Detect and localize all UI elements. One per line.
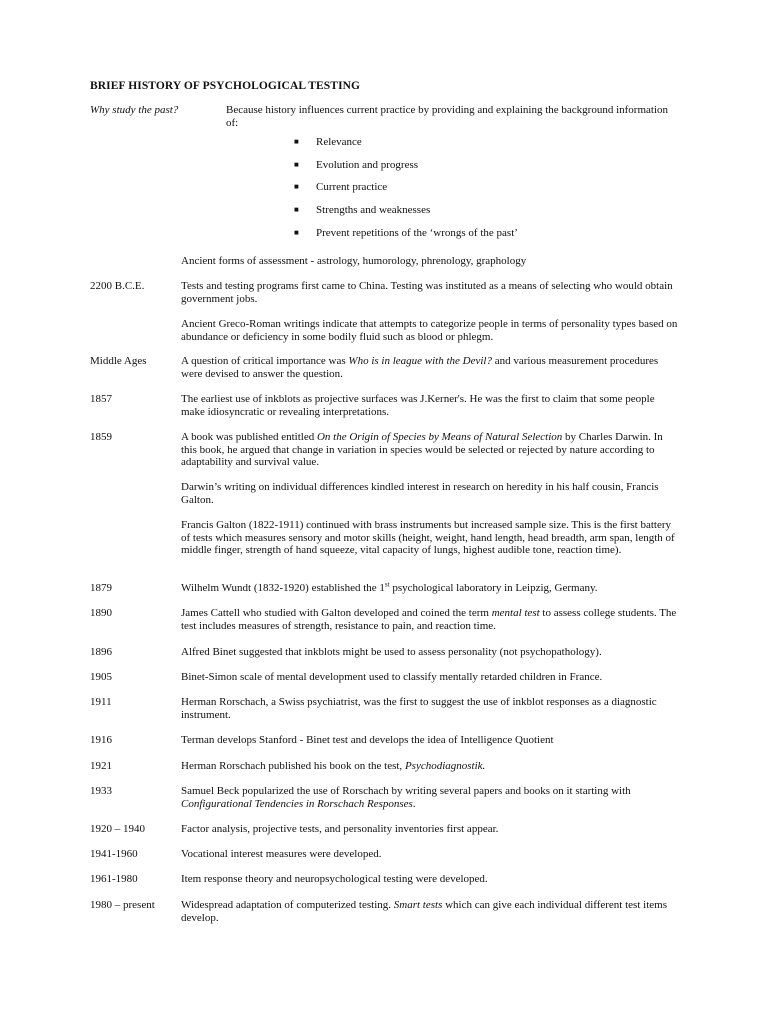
list-item-label: Evolution and progress [316, 158, 419, 171]
text-run: Item response theory and neuropsychological testing were developed. [181, 873, 488, 885]
text-run: Factor analysis, projective tests, and personality inventories first appear. [181, 823, 499, 835]
superscript-text: st [384, 580, 390, 589]
text-run: A book was published entitled [181, 431, 317, 443]
list-item-label: Prevent repetitions of the ‘wrongs of the past’ [316, 226, 518, 239]
italic-text: Configurational Tendencies in Rorschach Responses [181, 797, 413, 810]
timeline-date: 1941-1960 [90, 848, 138, 860]
text-run: . [412, 797, 416, 810]
text-run: which can give each individual different test items develop. [181, 899, 667, 924]
timeline-description [181, 318, 681, 343]
reasons-list [294, 136, 518, 249]
timeline-description [181, 607, 681, 632]
italic-text: Psychodiagnostik. [404, 760, 486, 772]
text-run: A question of critical importance was [181, 355, 349, 367]
timeline-date: 1961-1980 [90, 873, 138, 885]
timeline-description [181, 785, 681, 810]
timeline-description [181, 481, 681, 506]
text-run: Herman Rorschach, a Swiss psychiatrist, was the first to suggest the use of inkblot responses as a diagnostic instrument. [181, 696, 657, 721]
timeline-description [181, 696, 681, 721]
text-run: and various measurement procedures were devised to answer the question. [181, 355, 659, 380]
timeline-description [181, 355, 681, 380]
document-title: BRIEF HISTORY OF PSYCHOLOGICAL TESTING [90, 80, 361, 92]
timeline-date: 1896 [90, 646, 112, 658]
square-bullet-icon: ■ [294, 182, 299, 192]
text-run: The earliest use of inkblots as projective surfaces was J.Kerner's. He was the first to claim that some people make idiosyncratic or revealing interpretations. [181, 393, 655, 418]
text-run: Samuel Beck popularized the use of Rorschach by writing several papers and books on it starting with [181, 785, 631, 797]
text-run: Tests and testing programs first came to China. Testing was instituted as a means of selecting who would obtain government jobs. [181, 280, 673, 305]
list-item-label: Strengths and weaknesses [316, 204, 431, 217]
timeline-date: 1921 [90, 760, 112, 772]
list-item [294, 136, 518, 159]
text-run: Alfred Binet suggested that inkblots might be used to assess personality (not psychopathology). [181, 646, 602, 658]
why-study-label: Why study the past? [90, 104, 179, 116]
timeline-description [181, 671, 681, 684]
timeline-date: 1980 – present [90, 899, 155, 911]
text-run: to assess college students. The test includes measures of strength, resistance to pain, and reaction time. [181, 607, 677, 632]
timeline-date: 1920 – 1940 [90, 823, 145, 835]
timeline-description [181, 760, 681, 773]
italic-text: On the Origin of Species by Means of Natural Selection [316, 431, 563, 443]
italic-text: Who is in league with the Devil? [348, 355, 492, 367]
square-bullet-icon: ■ [294, 227, 299, 237]
text-run: Widespread adaptation of computerized testing. [181, 899, 394, 911]
text-run: Ancient Greco-Roman writings indicate that attempts to categorize people in terms of personality types based on abundance or deficiency in some bodily fluid such as blood or phlegm. [181, 318, 678, 343]
timeline-date: 2200 B.C.E. [90, 280, 145, 292]
timeline-date: 1890 [90, 607, 112, 619]
timeline-description [181, 734, 681, 747]
timeline-description [181, 280, 681, 305]
timeline-date: 1859 [90, 431, 112, 443]
text-run: Darwin’s writing on individual differences kindled interest in research on heredity in his half cousin, Francis Galton. [181, 481, 659, 506]
text-run: Vocational interest measures were developed. [181, 848, 382, 860]
why-study-text: Because history influences current practice by providing and explaining the background information of: [226, 104, 668, 129]
timeline-description [181, 899, 681, 924]
text-run: Francis Galton (1822-1911) continued with brass instruments but increased sample size. This is the first battery of tests which measures sensory and motor skills (height, weight, hand length, head breadth, arm span, length of middle finger, strength of hand squeeze, vital capacity of lungs, highest audible tone, reaction time). [181, 519, 675, 556]
text-run: Herman Rorschach published his book on the test, [181, 760, 405, 772]
timeline-description [181, 393, 681, 418]
italic-text: Smart tests [393, 899, 443, 911]
text-run: by Charles Darwin. In this book, he argued that change in variation in species would be selected or rejected by nature according to adaptability and survival value. [181, 431, 663, 468]
timeline-date: 1879 [90, 582, 112, 594]
text-run: psychological laboratory in Leipzig, Germany. [389, 582, 598, 594]
text-run: Wilhelm Wundt (1832-1920) established the 1 [181, 582, 385, 594]
square-bullet-icon: ■ [294, 159, 299, 169]
timeline-date: 1933 [90, 785, 112, 797]
text-run: Binet-Simon scale of mental development used to classify mentally retarded children in France. [181, 671, 603, 683]
timeline-description [181, 431, 681, 469]
timeline-description [181, 582, 681, 595]
list-item [294, 159, 518, 182]
timeline-description [181, 646, 681, 659]
list-item-label: Current practice [316, 181, 388, 194]
timeline-description [181, 519, 681, 557]
text-run: James Cattell who studied with Galton developed and coined the term [181, 607, 492, 619]
text-run: Terman develops Stanford - Binet test and develops the idea of Intelligence Quotient [181, 734, 554, 746]
timeline-date: 1911 [90, 696, 112, 708]
timeline-date: 1905 [90, 671, 112, 683]
square-bullet-icon: ■ [294, 137, 299, 146]
timeline-description [181, 873, 681, 886]
timeline-description [181, 823, 681, 836]
list-item-label: Relevance [316, 136, 362, 148]
list-item [294, 204, 518, 227]
timeline-date: 1916 [90, 734, 112, 746]
timeline-date: 1857 [90, 393, 112, 405]
italic-text: mental test [491, 607, 540, 619]
ancient-assessment-line: Ancient forms of assessment - astrology, humorology, phrenology, graphology [181, 255, 527, 267]
timeline-description [181, 848, 681, 861]
square-bullet-icon: ■ [294, 205, 299, 215]
list-item [294, 227, 518, 250]
timeline-date: Middle Ages [90, 355, 147, 367]
list-item [294, 181, 518, 204]
